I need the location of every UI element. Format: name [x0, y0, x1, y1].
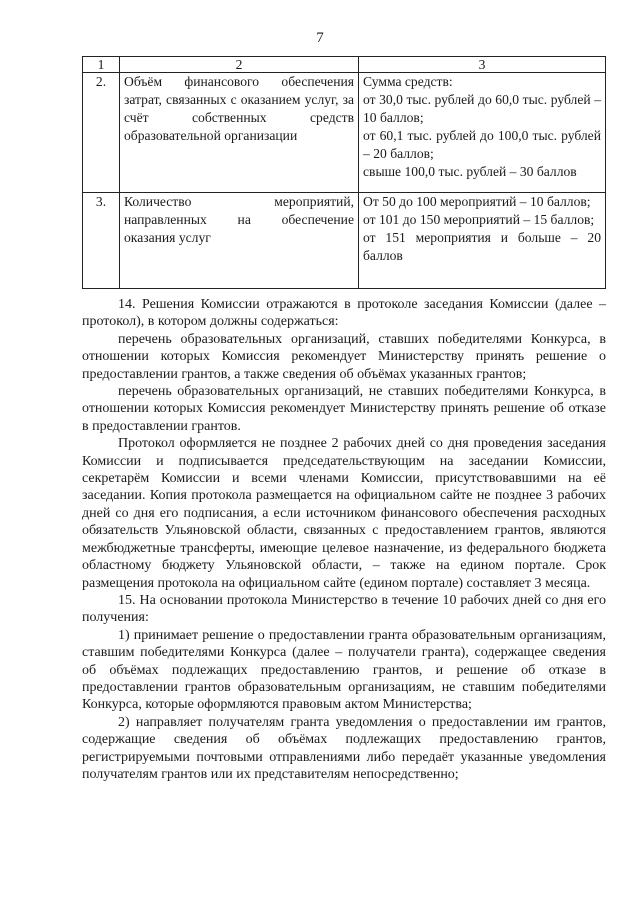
criteria-table: [82, 56, 606, 289]
score-line: от 151 мероприятия и больше – 20 баллов: [363, 230, 601, 263]
score-line: От 50 до 100 мероприятий – 10 баллов;: [363, 194, 591, 209]
paragraph: перечень образовательных организаций, ставших победителями Конкурса, в отношении которых Комиссия рекомендует Министерству принять решение о предоставлении грантов, а также сведения об объёмах указанных грантов;: [82, 331, 606, 382]
paragraph: 2) направляет получателям гранта уведомления о предоставлении им грантов, содержащие сведения об объёмах подлежащих предоставлению грантов, регистрируемыми почтовыми отправлениями либо передаёт указанные уведомления получателям грантов или их представителям непосредственно;: [82, 714, 606, 782]
table-header-cell: 1: [83, 57, 120, 73]
table-header-cell: 3: [359, 57, 606, 73]
table-header-cell: 2: [120, 57, 359, 73]
scores-cell: [359, 73, 606, 193]
score-line: от 101 до 150 мероприятий – 15 баллов;: [363, 212, 595, 227]
score-line: свыше 100,0 тыс. рублей – 30 баллов: [363, 164, 577, 179]
body-text: [82, 296, 606, 783]
score-line: Сумма средств:: [363, 74, 453, 89]
paragraph: перечень образовательных организаций, не ставших победителями Конкурса, в отношении которых Комиссия рекомендует Министерству принять решение об отказе в предоставлении грантов.: [82, 384, 606, 434]
row-number: 2.: [83, 73, 120, 193]
row-number: 3.: [83, 193, 120, 289]
paragraph: Протокол оформляется не позднее 2 рабочих дней со дня проведения заседания Комиссии и подписывается председательствующим на заседании Комиссии, секретарём Комиссии и всеми членами Комиссии, присутствовавшими на её заседании. Копия протокола размещается на официальном сайте не позднее 3 рабочих дней со дня его подписания, а если источником финансового обеспечения расходных обязательств Ульяновской области, связанных с предоставлением грантов, являются межбюджетные трансферты, имеющие целевое назначение, из федерального бюджета областному бюджету Ульяновской области, – также на едином портале. Срок размещения протокола на официальном сайте (едином портале) составляет 3 месяца.: [82, 436, 606, 591]
paragraph: 15. На основании протокола Министерство в течение 10 рабочих дней со дня его получения:: [82, 592, 606, 626]
paragraph: 14. Решения Комиссии отражаются в протоколе заседания Комиссии (далее – протокол), в котором должны содержаться:: [82, 297, 606, 330]
paragraph: 1) принимает решение о предоставлении гранта образовательным организациям, ставшим победителями Конкурса (далее – получатели гранта), содержащее сведения об объёмах подлежащих предоставлению грантов, и решение об отказе в предоставлении грантов образовательным организациям, не ставшим победителями Конкурса, которые оформляются правовым актом Министерства;: [82, 627, 606, 713]
criterion-cell: Объём финансового обеспечения затрат, связанных с оказанием услуг, за счёт собственных средств образовательной организации: [120, 73, 359, 193]
criterion-cell: Количество мероприятий, направленных на обеспечение оказания услуг: [120, 193, 359, 289]
score-line: от 30,0 тыс. рублей до 60,0 тыс. рублей – 10 баллов;: [363, 92, 601, 125]
score-line: от 60,1 тыс. рублей до 100,0 тыс. рублей – 20 баллов;: [363, 128, 601, 161]
table-header-row: [83, 57, 606, 73]
table-row: [83, 73, 606, 193]
table-row: [83, 193, 606, 289]
page-number: 7: [316, 30, 324, 46]
scores-cell: [359, 193, 606, 289]
